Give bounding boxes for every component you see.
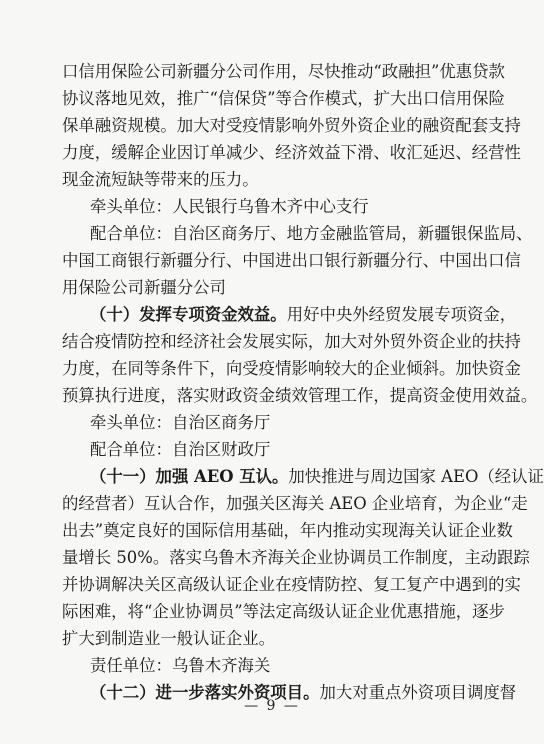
- support-unit-line: 用保险公司新疆分公司: [62, 278, 226, 297]
- section-text: 加快推进与周边国家 AEO（经认证: [288, 467, 544, 486]
- section-text: 用好中央外经贸发展专项资金，: [286, 305, 517, 324]
- body-line: 保单融资规模。加大对受疫情影响外贸外资企业的融资配套支持: [62, 116, 521, 135]
- lead-unit-line: 牵头单位：自治区商务厅: [90, 413, 271, 432]
- body-line: 口信用保险公司新疆分公司作用，尽快推动“政融担”优惠贷款: [62, 62, 505, 81]
- support-unit-line: 配合单位：自治区商务厅、地方金融监管局，新疆银保监局、: [90, 224, 533, 243]
- body-line: 量增长 50%。落实乌鲁木齐海关企业协调员工作制度，主动跟踪: [62, 548, 530, 567]
- section-10-heading-line: [90, 305, 516, 325]
- body-line: 现金流短缺等带来的压力。: [62, 170, 259, 189]
- lead-unit-line: 牵头单位：人民银行乌鲁木齐中心支行: [90, 197, 369, 216]
- body-line: 并协调解决关区高级认证企业在疫情防控、复工复产中遇到的实: [62, 575, 521, 594]
- body-line: 扩大到制造业一般认证企业。: [62, 629, 276, 648]
- body-line: 的经营者）互认合作，加强关区海关 AEO 企业培育，为企业“走: [62, 494, 528, 513]
- responsible-unit-line: 责任单位：乌鲁木齐海关: [90, 656, 271, 675]
- section-heading: （十）发挥专项资金效益。: [90, 305, 287, 324]
- body-line: 力度，在同等条件下，向受疫情影响较大的企业倾斜。加快资金: [62, 359, 521, 378]
- section-heading: （十一）加强 AEO 互认。: [90, 467, 289, 486]
- section-11-heading-line: [90, 467, 544, 487]
- body-line: 协议落地见效，推广“信保贷”等合作模式，扩大出口信用保险: [62, 89, 505, 108]
- support-unit-line: 配合单位：自治区财政厅: [90, 440, 271, 459]
- support-unit-line: 中国工商银行新疆分行、中国进出口银行新疆分行、中国出口信: [62, 251, 521, 270]
- body-line: 预算执行进度，落实财政资金绩效管理工作，提高资金使用效益。: [62, 386, 538, 405]
- body-line: 际困难，将“企业协调员”等法定高级认证企业优惠措施，逐步: [62, 602, 505, 621]
- page-number: — 9 —: [244, 698, 300, 714]
- body-line: 力度，缓解企业因订单减少、经济效益下滑、收汇延迟、经营性: [62, 143, 521, 162]
- body-line: 结合疫情防控和经济社会发展实际，加大对外贸外资企业的扶持: [62, 332, 521, 351]
- section-heading: （十二）进一步落实外资项目。: [90, 683, 320, 702]
- body-line: 出去”奠定良好的国际信用基础，年内推动实现海关认证企业数: [62, 521, 513, 540]
- section-text: 加大对重点外资项目调度督: [319, 683, 517, 702]
